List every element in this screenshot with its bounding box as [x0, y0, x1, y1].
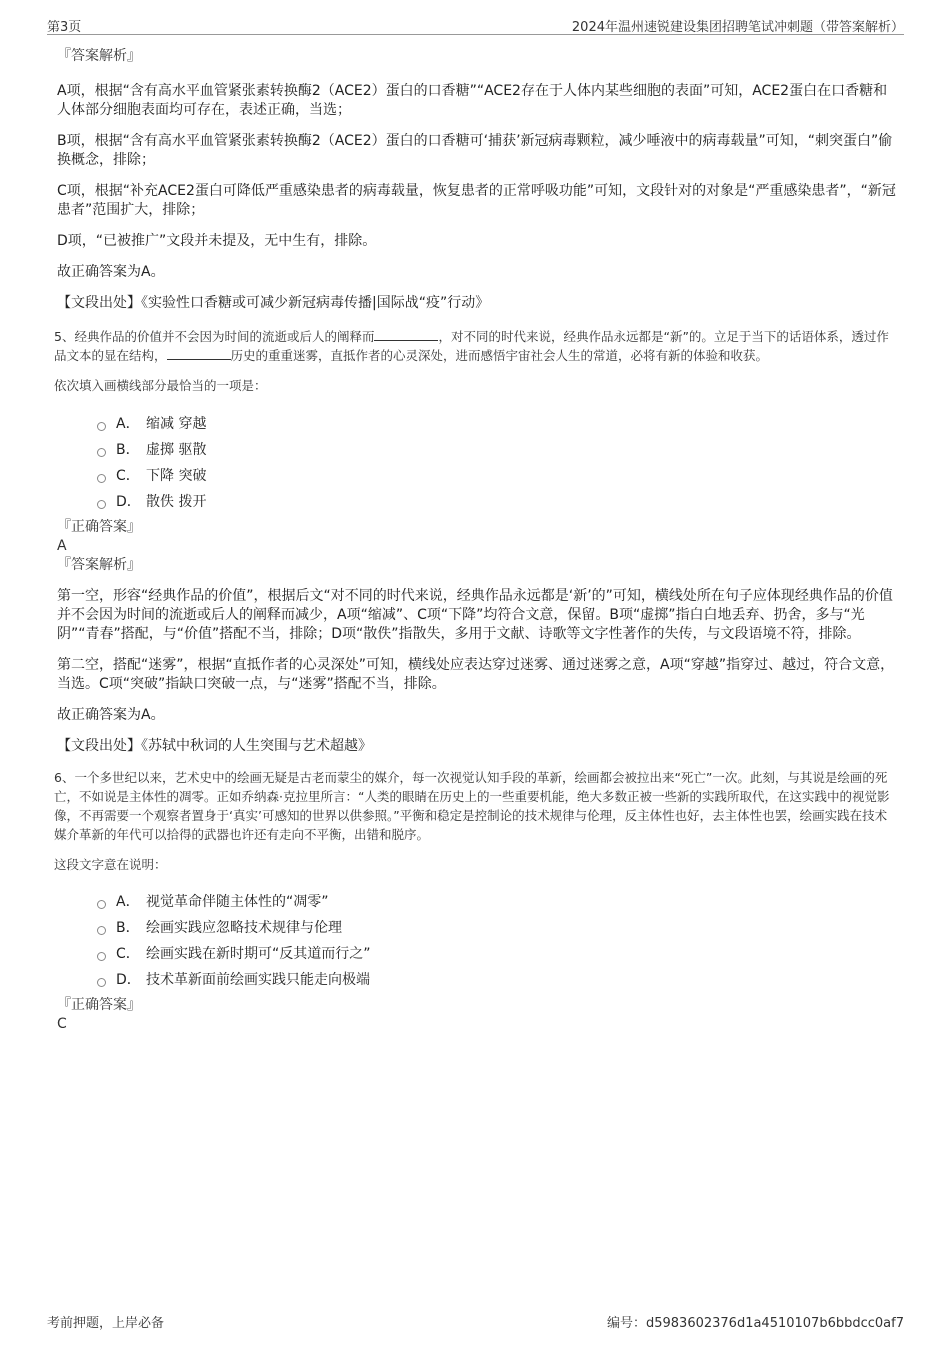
q5-analysis-second: 第二空，搭配“迷雾”，根据“直抵作者的心灵深处”可知，横线处应表达穿过迷雾、通过迷雾之意，A项“穿越”指穿过、越过，符合文意，当选。C项“突破”指缺口突破一点，与“迷雾”搭配不当，排除。: [57, 657, 895, 692]
q5-blank-1: [374, 328, 438, 341]
q6-option-a[interactable]: A． 视觉革命伴随主体性的“凋零”: [97, 888, 897, 914]
q6-option-c[interactable]: C． 绘画实践在新时期可“反其道而行之”: [97, 940, 897, 966]
q5-source: 【文段出处】《苏轼中秋词的人生突围与艺术超越》: [57, 738, 372, 754]
document-code: 编号：d5983602376d1a4510107b6bbdcc0af7: [606, 1316, 904, 1331]
q6-question: 6、一个多世纪以来，艺术史中的绘画无疑是古老而蒙尘的媒介，每一次视觉认知手段的革新，绘画都会被拉出来“死亡”一次。此刻，与其说是绘画的死亡，不如说是主体性的凋零。正如乔纳森·克拉里所言：“人类的眼睛在历史上的一些重要机能，绝大多数正被一些新的实践所取代，在这实践中的视觉影像，不再需要一个观察者置身于‘真实’可感知的世界以供参照。”平衡和稳定是控制论的技术规律与伦理，反主体性也好，去主体性也罢，绘画实践在技术媒介革新的年代可以拾得的武器也许还有走向不平衡，出错和脱序。: [54, 770, 890, 842]
q6-options: [97, 888, 897, 992]
q6-answer-label: 『正确答案』: [57, 997, 141, 1013]
q5-option-a[interactable]: A． 缩减 穿越: [97, 410, 897, 436]
q5-blank-2: [167, 347, 231, 360]
radio-icon[interactable]: [97, 978, 106, 987]
q4-conclusion: 故正确答案为A。: [57, 264, 165, 280]
radio-icon[interactable]: [97, 448, 106, 457]
q5-answer: A: [57, 538, 67, 554]
q6-option-b[interactable]: B． 绘画实践应忽略技术规律与伦理: [97, 914, 897, 940]
q5-option-b[interactable]: B． 虚掷 驱散: [97, 436, 897, 462]
radio-icon[interactable]: [97, 900, 106, 909]
q6-option-d[interactable]: D． 技术革新面前绘画实践只能走向极端: [97, 966, 897, 992]
radio-icon[interactable]: [97, 474, 106, 483]
q5-question: [54, 327, 897, 365]
q5-prompt: 依次填入画横线部分最恰当的一项是：: [54, 378, 267, 393]
q5-options: [97, 410, 897, 514]
radio-icon[interactable]: [97, 926, 106, 935]
q4-analysis-a: A项，根据“含有高水平血管紧张素转换酶2（ACE2）蛋白的口香糖”“ACE2存在于人体内某些细胞的表面”可知，ACE2蛋白在口香糖和人体部分细胞表面均可存在，表述正确，当选；: [57, 83, 888, 118]
q5-option-c[interactable]: C． 下降 突破: [97, 462, 897, 488]
q4-analysis-b: B项，根据“含有高水平血管紧张素转换酶2（ACE2）蛋白的口香糖可‘捕获’新冠病毒颗粒，减少唾液中的病毒载量”可知，“刺突蛋白”偷换概念，排除；: [57, 133, 893, 168]
q6-answer: C: [57, 1016, 67, 1032]
q5-conclusion: 故正确答案为A。: [57, 707, 165, 723]
q5-text-c: 历史的重重迷雾，直抵作者的心灵深处，进而感悟宇宙社会人生的常道，必将有新的体验和收获。: [230, 348, 769, 363]
q4-analysis-c: C项，根据“补充ACE2蛋白可降低严重感染患者的病毒载量，恢复患者的正常呼吸功能”可知，文段针对的对象是“严重感染患者”，“新冠患者”范围扩大，排除；: [57, 183, 896, 218]
q6-prompt: 这段文字意在说明：: [54, 857, 167, 872]
radio-icon[interactable]: [97, 500, 106, 509]
page-header: [47, 14, 904, 35]
footer-slogan: 考前押题，上岸必备: [47, 1316, 165, 1331]
q4-analysis-label: 『答案解析』: [57, 48, 141, 64]
q5-text-a: 5、经典作品的价值并不会因为时间的流逝或后人的阐释而: [54, 329, 375, 344]
page-number: 第3页: [47, 20, 82, 35]
q5-answer-label: 『正确答案』: [57, 519, 141, 535]
q4-analysis-d: D项，“已被推广”文段并未提及，无中生有，排除。: [57, 233, 377, 249]
q4-source: 【文段出处】《实验性口香糖或可减少新冠病毒传播|国际战“疫”行动》: [57, 295, 490, 311]
q5-analysis-first: 第一空，形容“经典作品的价值”，根据后文“对不同的时代来说，经典作品永远都是‘新’的”可知，横线处所在句子应体现经典作品的价值并不会因为时间的流逝或后人的阐释而减少，A项“缩减”、C项“下降”均符合文意，保留。B项“虚掷”指白白地丢弃、扔舍，多与“光阴”“青春”搭配，与“价值”搭配不当，排除；D项“散佚”指散失，多用于文献、诗歌等文字性著作的失传，与文段语境不符，排除。: [57, 588, 893, 642]
q5-analysis-label: 『答案解析』: [57, 557, 141, 573]
radio-icon[interactable]: [97, 422, 106, 431]
document-title: 2024年温州速锐建设集团招聘笔试冲刺题（带答案解析）: [571, 20, 904, 35]
page-content: [54, 47, 897, 1034]
q5-text-b: ，对不同的时代来说，经典作品永远都是“新”的。立足于当下的话语体系，透过作品文本的显在结构，: [54, 329, 889, 363]
radio-icon[interactable]: [97, 952, 106, 961]
q5-option-d[interactable]: D． 散佚 拨开: [97, 488, 897, 514]
